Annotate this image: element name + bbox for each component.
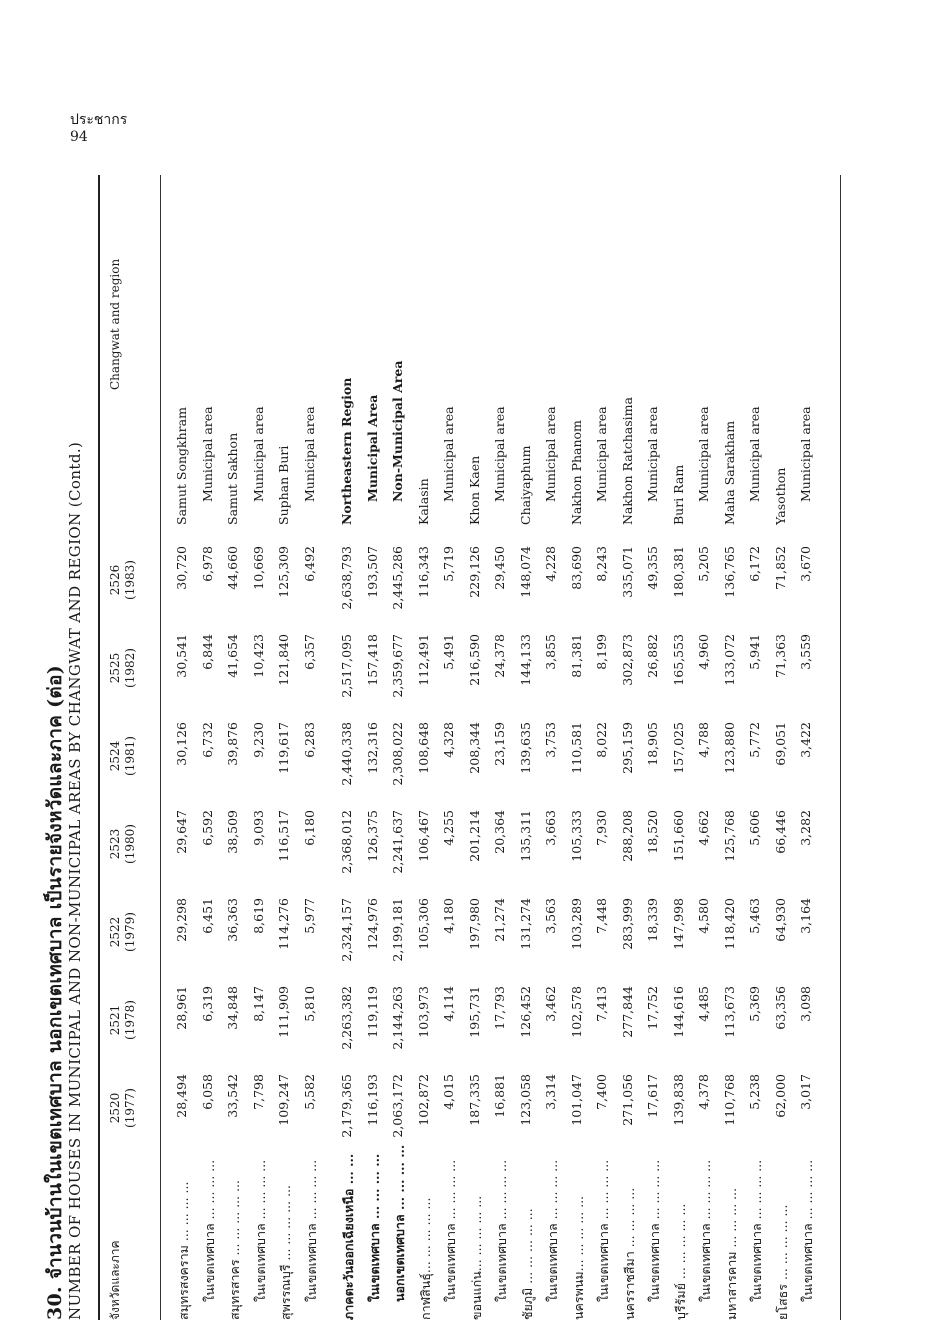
row-label-english: Yasothon — [772, 467, 788, 525]
table-row — [441, 175, 466, 1320]
value-cell: 23,159 — [492, 722, 507, 766]
row-label-english: Non-Municipal Area — [390, 360, 405, 502]
year-ce: (1981) — [123, 736, 137, 776]
table-row — [365, 175, 390, 1320]
table-top-rule — [98, 175, 100, 1320]
row-label-english: Suphan Buri — [276, 445, 291, 525]
value-cell: 102,872 — [415, 1074, 431, 1126]
value-cell: 3,855 — [543, 634, 558, 670]
row-label-english: Nakhon Ratchasima — [619, 397, 635, 525]
value-cell: 3,164 — [798, 898, 813, 934]
value-cell: 17,793 — [492, 986, 507, 1030]
value-cell: 277,844 — [619, 986, 635, 1038]
row-label-english: Kalasin — [415, 478, 431, 525]
year-ce: (1977) — [123, 1088, 137, 1128]
value-cell: 5,369 — [747, 986, 762, 1022]
year-be: 2522 — [108, 916, 122, 948]
row-label-thai: ชัยภูมิ ... ... ... ... ... — [519, 1208, 535, 1320]
value-cell: 8,243 — [594, 546, 609, 582]
value-cell: 6,180 — [301, 810, 317, 846]
value-cell: 8,147 — [250, 986, 266, 1022]
row-label-thai: ในเขตเทศบาล ... ... ... ... — [494, 1159, 509, 1302]
row-label-english: Northeastern Region — [339, 377, 354, 525]
value-cell: 20,364 — [492, 810, 507, 854]
value-cell: 4,485 — [696, 986, 711, 1022]
page-number: 94 — [70, 129, 88, 145]
value-cell: 30,720 — [174, 546, 189, 590]
row-label-thai: ในเขตเทศบาล ... ... ... ... — [647, 1159, 662, 1302]
value-cell: 3,563 — [543, 898, 558, 934]
value-cell: 5,772 — [747, 722, 762, 758]
row-label-english: Municipal area — [301, 406, 317, 502]
value-cell: 2,324,157 — [339, 898, 354, 962]
value-cell: 3,422 — [798, 722, 813, 758]
value-cell: 71,852 — [772, 546, 788, 590]
year-ce: (1980) — [123, 824, 137, 864]
value-cell: 5,491 — [441, 634, 456, 670]
value-cell: 34,848 — [225, 986, 240, 1030]
value-cell: 144,133 — [517, 634, 533, 686]
value-cell: 144,616 — [670, 986, 686, 1038]
value-cell: 2,199,181 — [390, 898, 405, 962]
value-cell: 165,553 — [670, 634, 686, 686]
row-label-thai: ในเขตเทศบาล ... ... ... ... — [596, 1159, 611, 1302]
value-cell: 123,058 — [517, 1074, 533, 1126]
value-cell: 18,905 — [645, 722, 660, 766]
row-label-english: Khon Kaen — [466, 455, 482, 525]
value-cell: 151,660 — [670, 810, 686, 862]
value-cell: 114,276 — [276, 898, 291, 950]
value-cell: 2,445,286 — [390, 546, 405, 610]
value-cell: 139,838 — [670, 1074, 686, 1126]
value-cell: 69,051 — [772, 722, 788, 766]
value-cell: 6,844 — [199, 634, 215, 670]
value-cell: 157,418 — [364, 634, 380, 686]
value-cell: 64,930 — [772, 898, 788, 942]
column-header-year — [108, 1074, 138, 1142]
table-row — [492, 175, 517, 1320]
value-cell: 295,159 — [619, 722, 635, 774]
table-title-english: NUMBER OF HOUSES IN MUNICIPAL AND NON-MUNICIPAL AREAS BY CHANGWAT AND REGION (Contd.) — [66, 441, 84, 1320]
value-cell: 21,274 — [492, 898, 507, 942]
row-label-thai: ในเขตเทศบาล ... ... ... ... — [749, 1159, 764, 1302]
table-row — [200, 175, 225, 1320]
row-label-english: Municipal area — [696, 406, 711, 502]
value-cell: 29,450 — [492, 546, 507, 590]
value-cell: 135,311 — [517, 810, 533, 862]
value-cell: 116,343 — [415, 546, 431, 598]
value-cell: 201,214 — [466, 810, 482, 862]
value-cell: 8,022 — [594, 722, 609, 758]
year-be: 2523 — [108, 828, 122, 860]
year-be: 2526 — [108, 564, 122, 596]
value-cell: 112,491 — [415, 634, 431, 686]
year-ce: (1978) — [123, 1000, 137, 1040]
row-label-thai: สมุทรสาคร ... ... ... ... ... — [227, 1179, 242, 1320]
row-label-thai: ในเขตเทศบาล ... ... ... ... — [303, 1159, 319, 1302]
value-cell: 33,542 — [225, 1074, 240, 1118]
value-cell: 2,368,012 — [339, 810, 354, 874]
value-cell: 2,638,793 — [339, 546, 354, 610]
value-cell: 2,063,172 — [390, 1074, 405, 1138]
value-cell: 5,810 — [301, 986, 317, 1022]
column-header-thai: จังหวัดและภาค — [108, 1240, 122, 1320]
value-cell: 8,199 — [594, 634, 609, 670]
value-cell: 102,578 — [568, 986, 584, 1038]
value-cell: 26,882 — [645, 634, 660, 678]
table-title-thai: 30. จำนวนบ้านในเขตเทศบาล นอกเขตเทศบาล เป็นรายจังหวัดและภาค (ต่อ) — [44, 664, 66, 1320]
row-label-english: Municipal area — [492, 406, 507, 502]
table-row — [594, 175, 619, 1320]
value-cell: 2,241,637 — [390, 810, 405, 874]
value-cell: 66,446 — [772, 810, 788, 854]
row-label-english: Maha Sarakham — [721, 420, 737, 525]
table-row — [722, 175, 747, 1320]
value-cell: 3,017 — [798, 1074, 813, 1110]
value-cell: 5,719 — [441, 546, 456, 582]
value-cell: 116,193 — [364, 1074, 380, 1126]
row-label-english: Municipal area — [645, 406, 660, 502]
value-cell: 3,753 — [543, 722, 558, 758]
table-row — [671, 175, 696, 1320]
year-ce: (1983) — [123, 560, 137, 600]
value-cell: 2,144,263 — [390, 986, 405, 1050]
value-cell: 193,507 — [364, 546, 380, 598]
year-be: 2521 — [108, 1004, 122, 1036]
value-cell: 139,635 — [517, 722, 533, 774]
value-cell: 2,359,677 — [390, 634, 405, 698]
value-cell: 105,306 — [415, 898, 431, 950]
row-label-thai: นอกเขตเทศบาล ... ... ... ... — [392, 1145, 407, 1302]
value-cell: 29,298 — [174, 898, 189, 942]
value-cell: 7,400 — [594, 1074, 609, 1110]
value-cell: 4,015 — [441, 1074, 456, 1110]
column-header-english: Changwat and region — [108, 258, 122, 390]
value-cell: 103,289 — [568, 898, 584, 950]
row-label-thai: กาฬสินธุ์... ... ... ... ... — [417, 1197, 433, 1320]
table-row — [569, 175, 594, 1320]
page-header — [70, 112, 127, 146]
value-cell: 302,873 — [619, 634, 635, 686]
value-cell: 108,648 — [415, 722, 431, 774]
value-cell: 5,606 — [747, 810, 762, 846]
value-cell: 123,880 — [721, 722, 737, 774]
value-cell: 6,357 — [301, 634, 317, 670]
value-cell: 36,363 — [225, 898, 240, 942]
table-row — [798, 175, 823, 1320]
value-cell: 6,492 — [301, 546, 317, 582]
value-cell: 83,690 — [568, 546, 584, 590]
table-row — [174, 175, 199, 1320]
year-ce: (1982) — [123, 648, 137, 688]
column-header-year — [108, 546, 138, 614]
year-be: 2524 — [108, 740, 122, 772]
value-cell: 4,788 — [696, 722, 711, 758]
table-row — [543, 175, 568, 1320]
value-cell: 180,381 — [670, 546, 686, 598]
row-label-english: Municipal area — [441, 406, 456, 502]
column-header-year — [108, 898, 138, 966]
row-label-thai: สุพรรณบุรี ... ... ... ... ... — [278, 1184, 293, 1320]
value-cell: 6,172 — [747, 546, 762, 582]
value-cell: 28,494 — [174, 1074, 189, 1118]
value-cell: 271,056 — [619, 1074, 635, 1126]
value-cell: 3,559 — [798, 634, 813, 670]
value-cell: 2,179,365 — [339, 1074, 354, 1138]
value-cell: 17,617 — [645, 1074, 660, 1118]
value-cell: 208,344 — [466, 722, 482, 774]
value-cell: 30,541 — [174, 634, 189, 678]
value-cell: 3,314 — [543, 1074, 558, 1110]
row-label-thai: ในเขตเทศบาล ... ... ... ... — [252, 1159, 268, 1302]
value-cell: 24,378 — [492, 634, 507, 678]
value-cell: 28,961 — [174, 986, 189, 1030]
value-cell: 101,047 — [568, 1074, 584, 1126]
value-cell: 7,798 — [250, 1074, 266, 1110]
value-cell: 71,363 — [772, 634, 788, 678]
value-cell: 216,590 — [466, 634, 482, 686]
value-cell: 4,255 — [441, 810, 456, 846]
value-cell: 229,126 — [466, 546, 482, 598]
row-label-thai: ขอนแก่น... ... ... ... ... — [468, 1195, 484, 1320]
value-cell: 6,732 — [199, 722, 215, 758]
value-cell: 6,283 — [301, 722, 317, 758]
value-cell: 44,660 — [225, 546, 240, 590]
value-cell: 3,098 — [798, 986, 813, 1022]
value-cell: 103,973 — [415, 986, 431, 1038]
value-cell: 4,662 — [696, 810, 711, 846]
value-cell: 106,467 — [415, 810, 431, 862]
value-cell: 126,375 — [364, 810, 380, 862]
value-cell: 136,765 — [721, 546, 737, 598]
table-row — [276, 175, 301, 1320]
rotated-table-page — [40, 175, 890, 1320]
value-cell: 4,580 — [696, 898, 711, 934]
value-cell: 4,180 — [441, 898, 456, 934]
table-row — [390, 175, 415, 1320]
row-label-thai: ภาคตะวันออกเฉียงเหนือ ... ... — [341, 1153, 356, 1320]
value-cell: 109,247 — [276, 1074, 291, 1126]
value-cell: 3,670 — [798, 546, 813, 582]
value-cell: 105,333 — [568, 810, 584, 862]
row-label-thai: ในเขตเทศบาล ... ... ... ... — [366, 1153, 382, 1302]
value-cell: 4,328 — [441, 722, 456, 758]
row-label-english: Municipal area — [798, 406, 813, 502]
row-label-english: Nakhon Phanom — [568, 420, 584, 525]
value-cell: 29,647 — [174, 810, 189, 854]
value-cell: 63,356 — [772, 986, 788, 1030]
value-cell: 6,978 — [199, 546, 215, 582]
table-row — [416, 175, 441, 1320]
table-row — [251, 175, 276, 1320]
row-label-english: Buri Ram — [670, 464, 686, 525]
value-cell: 125,309 — [276, 546, 291, 598]
table-row — [225, 175, 250, 1320]
value-cell: 3,663 — [543, 810, 558, 846]
table-row — [620, 175, 645, 1320]
row-label-english: Municipal area — [543, 406, 558, 502]
table-row — [696, 175, 721, 1320]
value-cell: 49,355 — [645, 546, 660, 590]
value-cell: 3,282 — [798, 810, 813, 846]
value-cell: 4,960 — [696, 634, 711, 670]
value-cell: 7,413 — [594, 986, 609, 1022]
value-cell: 2,263,382 — [339, 986, 354, 1050]
value-cell: 4,228 — [543, 546, 558, 582]
value-cell: 116,517 — [276, 810, 291, 862]
year-be: 2525 — [108, 652, 122, 684]
value-cell: 2,308,022 — [390, 722, 405, 786]
table-row — [773, 175, 798, 1320]
value-cell: 187,335 — [466, 1074, 482, 1126]
row-label-english: Municipal area — [747, 406, 762, 502]
value-cell: 3,462 — [543, 986, 558, 1022]
row-label-english: Municipal area — [250, 406, 266, 502]
row-label-thai: ในเขตเทศบาล ... ... ... ... — [545, 1159, 560, 1302]
row-label-thai: ในเขตเทศบาล ... ... ... ... — [443, 1159, 458, 1302]
row-label-english: Municipal area — [594, 406, 609, 502]
value-cell: 10,423 — [250, 634, 266, 678]
value-cell: 16,881 — [492, 1074, 507, 1118]
value-cell: 62,000 — [772, 1074, 788, 1118]
value-cell: 18,339 — [645, 898, 660, 942]
value-cell: 5,582 — [301, 1074, 317, 1110]
table-row — [747, 175, 772, 1320]
row-label-thai: มหาสารคาม ... ... ... ... — [723, 1187, 739, 1320]
value-cell: 38,509 — [225, 810, 240, 854]
value-cell: 10,669 — [250, 546, 266, 590]
value-cell: 7,448 — [594, 898, 609, 934]
table-row — [339, 175, 364, 1320]
value-cell: 41,654 — [225, 634, 240, 678]
row-label-thai: ในเขตเทศบาล ... ... ... ... — [800, 1159, 815, 1302]
table-row — [302, 175, 327, 1320]
value-cell: 133,072 — [721, 634, 737, 686]
value-cell: 5,941 — [747, 634, 762, 670]
value-cell: 81,381 — [568, 634, 584, 678]
row-label-thai: นครพนม... ... ... ... ... — [570, 1195, 586, 1320]
row-label-thai: บุรีรัมย์ ... ... ... ... ... — [672, 1203, 688, 1320]
value-cell: 7,930 — [594, 810, 609, 846]
row-label-english: Chaiyaphum — [517, 445, 533, 525]
table-header-rule — [160, 175, 161, 1320]
column-header-year — [108, 810, 138, 878]
value-cell: 111,909 — [276, 986, 291, 1038]
value-cell: 195,731 — [466, 986, 482, 1038]
value-cell: 8,619 — [250, 898, 266, 934]
value-cell: 335,071 — [619, 546, 635, 598]
year-be: 2520 — [108, 1092, 122, 1124]
value-cell: 110,581 — [568, 722, 584, 774]
value-cell: 288,208 — [619, 810, 635, 862]
value-cell: 4,114 — [441, 986, 456, 1022]
value-cell: 147,998 — [670, 898, 686, 950]
value-cell: 197,980 — [466, 898, 482, 950]
value-cell: 39,876 — [225, 722, 240, 766]
row-label-thai: ในเขตเทศบาล ... ... ... ... — [201, 1159, 217, 1302]
value-cell: 110,768 — [721, 1074, 737, 1126]
value-cell: 124,976 — [364, 898, 380, 950]
row-label-english: Samut Songkhram — [174, 407, 189, 525]
value-cell: 5,205 — [696, 546, 711, 582]
column-header-year — [108, 986, 138, 1054]
table-row — [645, 175, 670, 1320]
row-label-thai: ยโสธร ... ... ... ... ... — [774, 1204, 790, 1320]
value-cell: 6,592 — [199, 810, 215, 846]
value-cell: 6,319 — [199, 986, 215, 1022]
row-label-english: Municipal Area — [364, 394, 380, 502]
value-cell: 6,451 — [199, 898, 215, 934]
row-label-thai: สมุทรสงคราม ... ... ... ... — [176, 1181, 191, 1320]
page-category: ประชากร — [70, 112, 128, 128]
value-cell: 6,058 — [199, 1074, 215, 1110]
row-label-thai: นครราชสีมา ... ... ... ... — [621, 1187, 637, 1320]
column-header-year — [108, 634, 138, 702]
row-label-thai: ในเขตเทศบาล ... ... ... ... — [698, 1159, 713, 1302]
column-header-year — [108, 722, 138, 790]
value-cell: 125,768 — [721, 810, 737, 862]
value-cell: 118,420 — [721, 898, 737, 950]
value-cell: 119,119 — [364, 986, 380, 1038]
value-cell: 148,074 — [517, 546, 533, 598]
value-cell: 5,463 — [747, 898, 762, 934]
value-cell: 18,520 — [645, 810, 660, 854]
value-cell: 2,440,338 — [339, 722, 354, 786]
value-cell: 5,977 — [301, 898, 317, 934]
value-cell: 9,093 — [250, 810, 266, 846]
value-cell: 132,316 — [364, 722, 380, 774]
table-row — [518, 175, 543, 1320]
value-cell: 17,752 — [645, 986, 660, 1030]
value-cell: 9,230 — [250, 722, 266, 758]
value-cell: 4,378 — [696, 1074, 711, 1110]
year-ce: (1979) — [123, 912, 137, 952]
value-cell: 121,840 — [276, 634, 291, 686]
row-label-english: Municipal area — [199, 406, 215, 502]
value-cell: 119,617 — [276, 722, 291, 774]
value-cell: 113,673 — [721, 986, 737, 1038]
value-cell: 157,025 — [670, 722, 686, 774]
value-cell: 5,238 — [747, 1074, 762, 1110]
value-cell: 126,452 — [517, 986, 533, 1038]
value-cell: 283,999 — [619, 898, 635, 950]
value-cell: 30,126 — [174, 722, 189, 766]
table-bottom-rule — [840, 175, 841, 1320]
value-cell: 131,274 — [517, 898, 533, 950]
row-label-english: Samut Sakhon — [225, 432, 240, 525]
value-cell: 2,517,095 — [339, 634, 354, 698]
table-row — [467, 175, 492, 1320]
